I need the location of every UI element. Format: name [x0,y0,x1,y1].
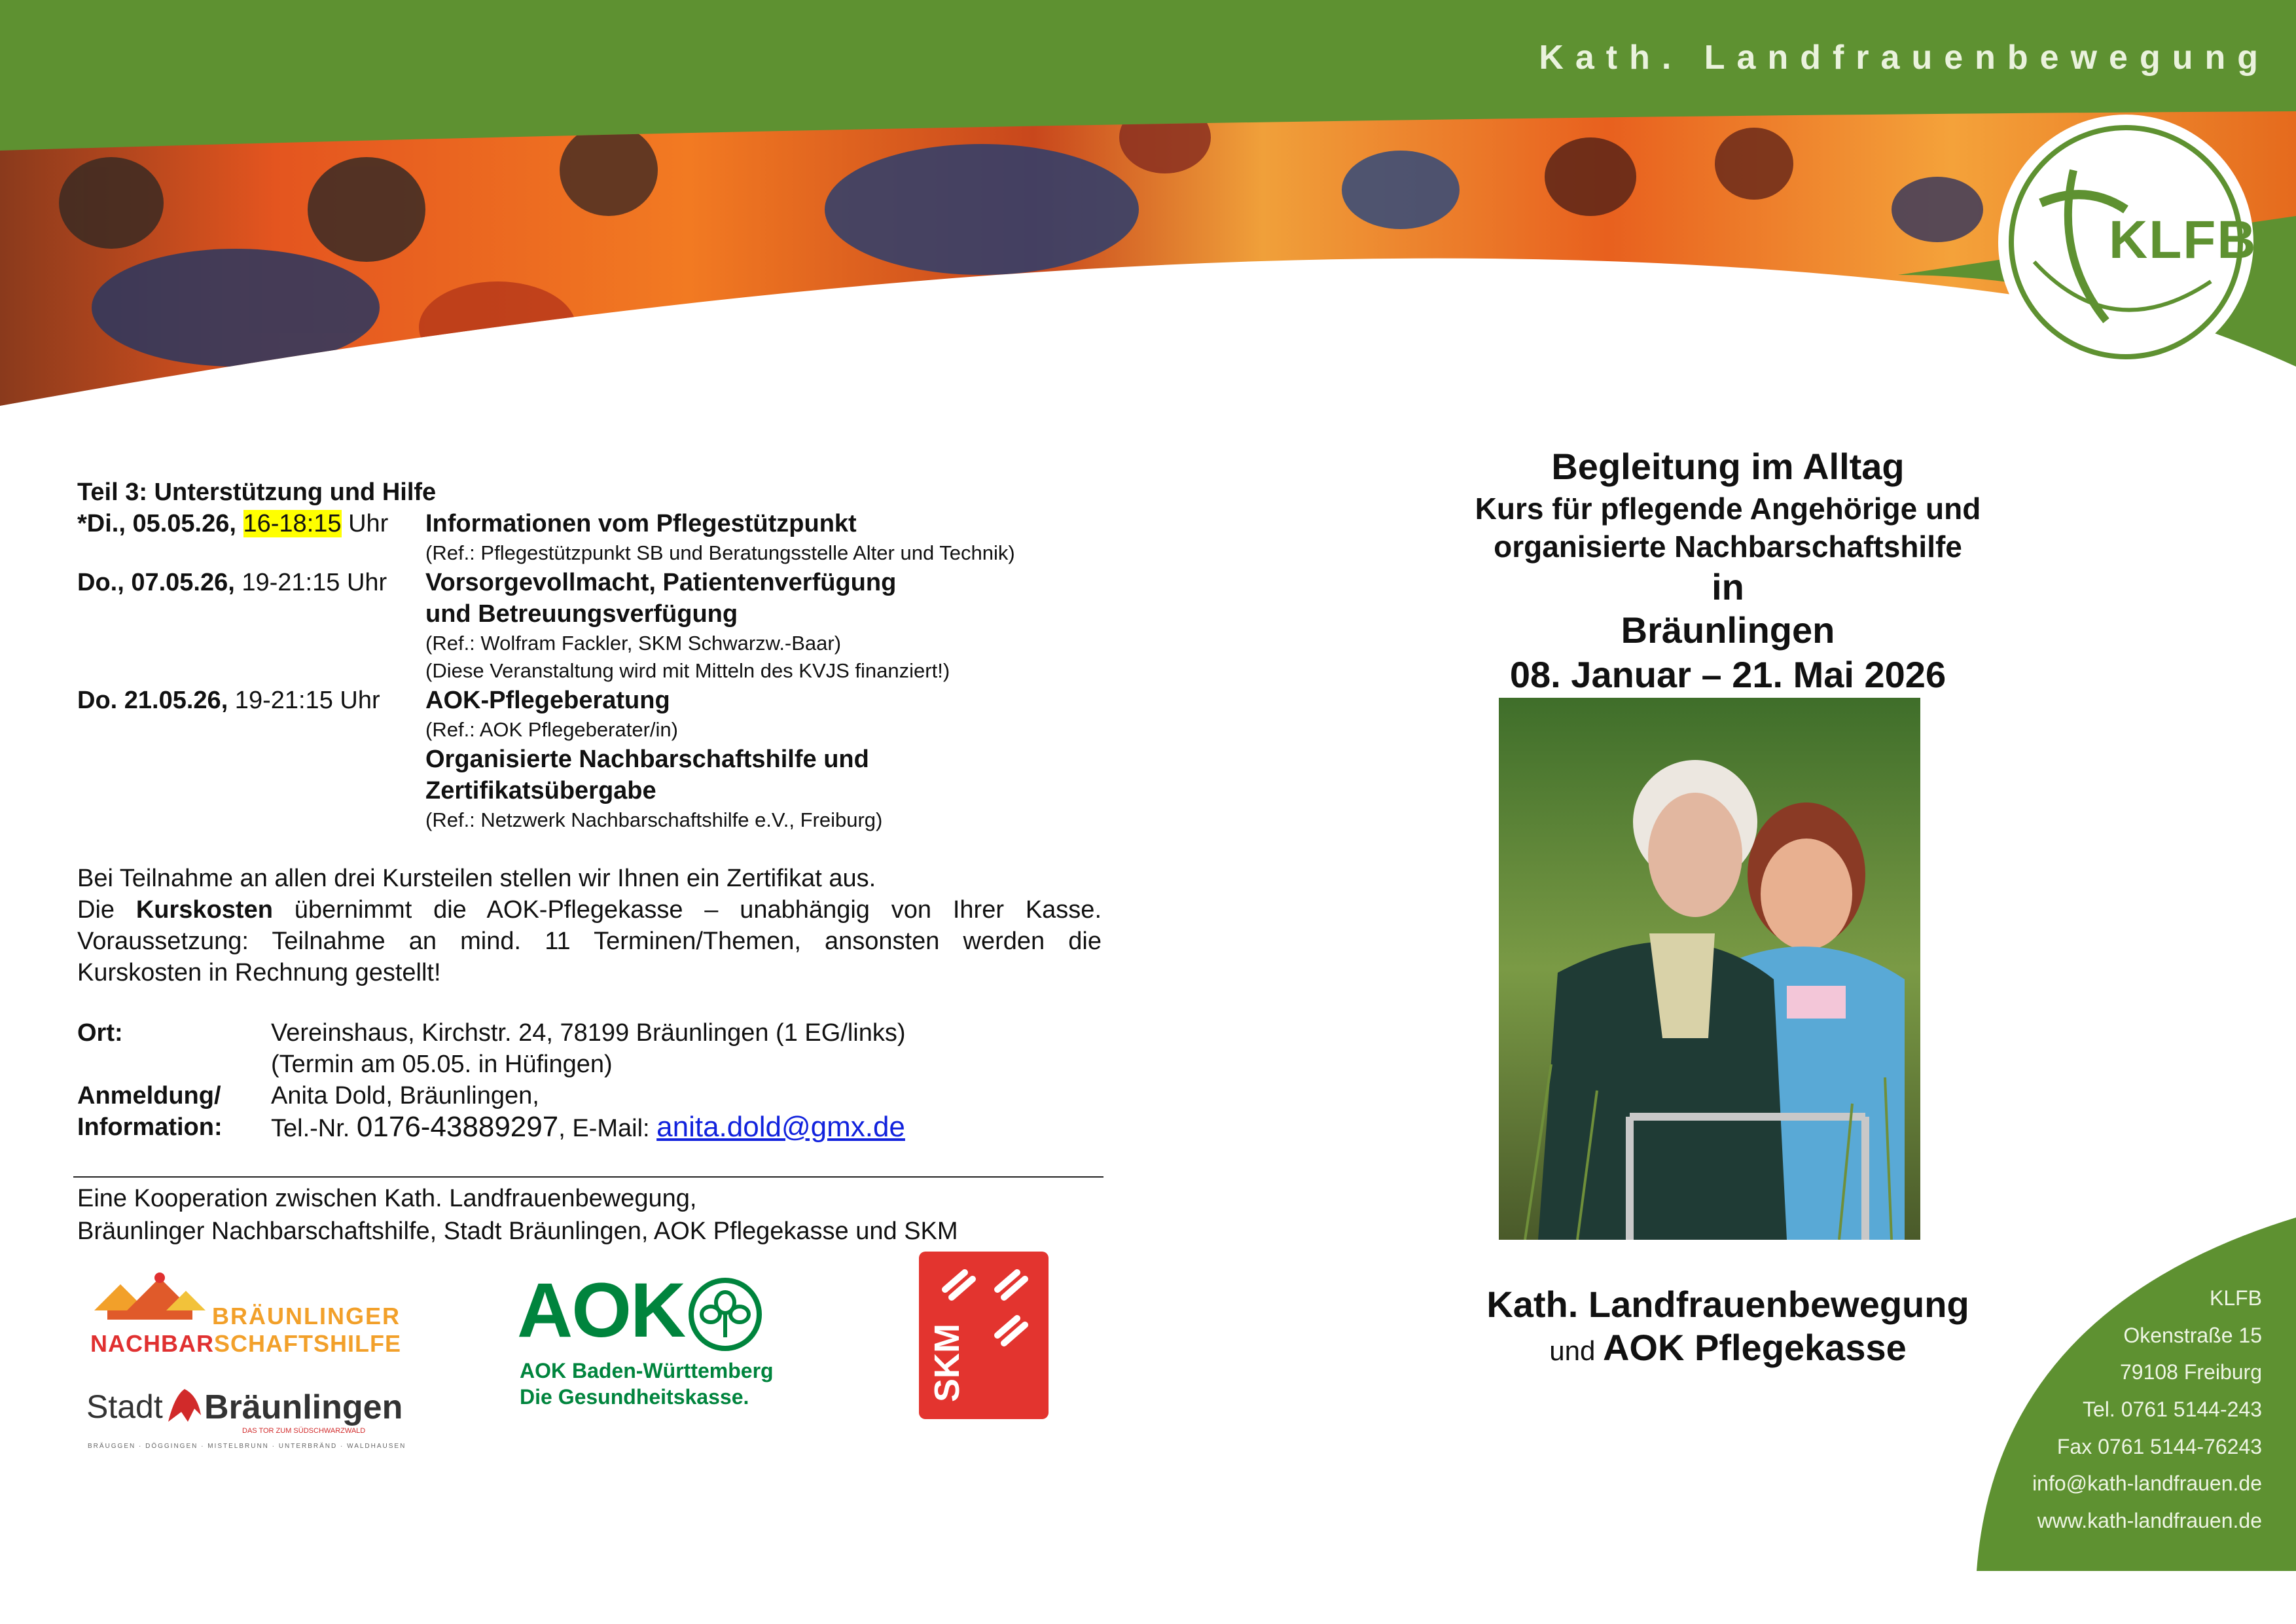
certificate-text: Bei Teilnahme an allen drei Kursteilen stellen wir Ihnen ein Zertifikat aus. [77,865,876,892]
aok-subline-1: AOK Baden-Württemberg [520,1359,774,1382]
event-date: Do., 07.05.26, [77,569,235,596]
event-ref: (Ref.: Pflegestützpunkt SB und Beratungsstelle Alter und Technik) [425,541,1015,564]
anmeldung-value: Anita Dold, Bräunlingen, [271,1082,539,1110]
event-topic: AOK-Pflegeberatung [425,687,670,714]
nbh-line2-b: SCHAFTSHILFE [214,1330,401,1357]
requirement-text: Voraussetzung: Teilnahme an mind. 11 Terminen/Themen, ansonsten werden die [77,928,1102,955]
cover-in: in [1712,566,1744,607]
stadt-villages: BRÄUGGEN · DÖGGINGEN · MISTELBRUNN · UNTERBRÄND · WALDHAUSEN [88,1443,406,1450]
cover-org-2-pre: und [1549,1335,1603,1366]
klfb-logo-text: KLFB [2109,210,2257,270]
skm-text: SKM [927,1324,967,1402]
aok-subline-2: Die Gesundheitskasse. [520,1385,749,1409]
event-date: Do. 21.05.26, [77,687,228,714]
houses-icon [88,1271,212,1324]
cover-subtitle-2: organisierte Nachbarschaftshilfe [1494,530,1962,564]
divider [73,1176,1103,1178]
event-ref: (Ref.: AOK Pflegeberater/in) [425,718,678,741]
cooperation-line: Eine Kooperation zwischen Kath. Landfrauenbewegung, [77,1185,697,1212]
nbh-line1: BRÄUNLINGER [212,1303,401,1329]
information-label: Information: [77,1113,223,1141]
contact-name: KLFB [2209,1286,2262,1310]
event-date: *Di., 05.05.26, [77,510,236,537]
event-topic-cont: und Betreuungsverfügung [425,600,738,628]
section-title: Teil 3: Unterstützung und Hilfe [77,478,437,506]
cover-dates: 08. Januar – 21. Mai 2026 [1509,654,1946,695]
event-topic2: Organisierte Nachbarschaftshilfe und [425,746,869,773]
aok-logo [517,1267,792,1414]
costs-line [77,894,1102,926]
event-topic: Informationen vom Pflegestützpunkt [425,510,857,537]
contact-web: www.kath-landfrauen.de [2037,1509,2262,1532]
email-label: , E-Mail: [558,1115,657,1142]
anmeldung-label: Anmeldung/ [77,1082,221,1110]
event-row [77,685,1102,716]
contact-street: Okenstraße 15 [2123,1324,2262,1347]
nbh-line2 [90,1330,401,1358]
event-row [77,508,1102,539]
tel-value: 0176-43889297 [356,1111,559,1143]
email-link[interactable]: anita.dold@gmx.de [656,1111,905,1143]
contact-tel: Tel. 0761 5144-243 [2083,1398,2262,1421]
cover-org-1: Kath. Landfrauenbewegung [1486,1284,1969,1325]
stadt-tagline: DAS TOR ZUM SÜDSCHWARZWALD [242,1427,366,1435]
requirement-text-cont: Kurskosten in Rechnung gestellt! [77,959,441,986]
event-time: 19-21:15 Uhr [228,687,380,714]
stadt-braeunlingen-logo [86,1382,406,1454]
costs-bold: Kurskosten [135,896,273,924]
tel-label: Tel.-Nr. [271,1115,357,1142]
contact-city: 79108 Freiburg [2119,1360,2262,1384]
contact-line [271,1111,906,1144]
event-ref-note: (Diese Veranstaltung wird mit Mitteln des KVJS finanziert!) [425,659,950,682]
event-time-highlight: 16-18:15 [243,510,342,537]
costs-paragraph [77,863,1102,988]
ort-label: Ort: [77,1019,123,1047]
braeunlingen-word: Bräunlingen [204,1388,403,1426]
info-table [77,1017,906,1144]
cover-subtitle-1: Kurs für pflegende Angehörige und [1475,492,1981,526]
event-ref: (Ref.: Wolfram Fackler, SKM Schwarzw.-Baar) [425,632,842,655]
contact-email: info@kath-landfrauen.de [2032,1471,2262,1495]
ort-note: (Termin am 05.05. in Hüfingen) [271,1051,613,1078]
schedule-section [77,477,1102,1144]
cover-org-2-bold: AOK Pflegekasse [1602,1327,1907,1368]
costs-pre: Die [77,896,136,924]
aok-wordmark: AOK [517,1267,685,1354]
event-time-suffix: Uhr [341,510,389,537]
nbh-line2-a: NACHBAR [90,1330,214,1357]
cooperation-line: Bräunlinger Nachbarschaftshilfe, Stadt Bräunlingen, AOK Pflegekasse und SKM [77,1218,958,1245]
event-topic: Vorsorgevollmacht, Patientenverfügung [425,569,897,596]
ort-value: Vereinshaus, Kirchstr. 24, 78199 Bräunlingen (1 EG/links) [271,1019,906,1047]
event-ref: (Ref.: Netzwerk Nachbarschaftshilfe e.V., Freiburg) [425,808,883,831]
nachbarschaftshilfe-logo [88,1271,401,1360]
stadt-word: Stadt [86,1388,163,1425]
cover-photo [1499,698,1920,1240]
coat-of-arms-icon [162,1382,207,1428]
event-time: 19-21:15 Uhr [234,569,387,596]
skm-logo [919,1252,1049,1419]
event-row [77,567,1102,598]
cooperation-text [77,1182,958,1248]
cover-title: Begleitung im Alltag [1551,446,1905,487]
header-org-name: Kath. Landfrauenbewegung [1539,39,2270,77]
event-topic2-cont: Zertifikatsübergabe [425,777,656,804]
aok-tree-icon [686,1275,764,1354]
costs-post: übernimmt die AOK-Pflegekasse – unabhängig von Ihrer Kasse. [272,896,1102,924]
cover-place: Bräunlingen [1621,609,1835,651]
contact-fax: Fax 0761 5144-76243 [2056,1435,2262,1458]
